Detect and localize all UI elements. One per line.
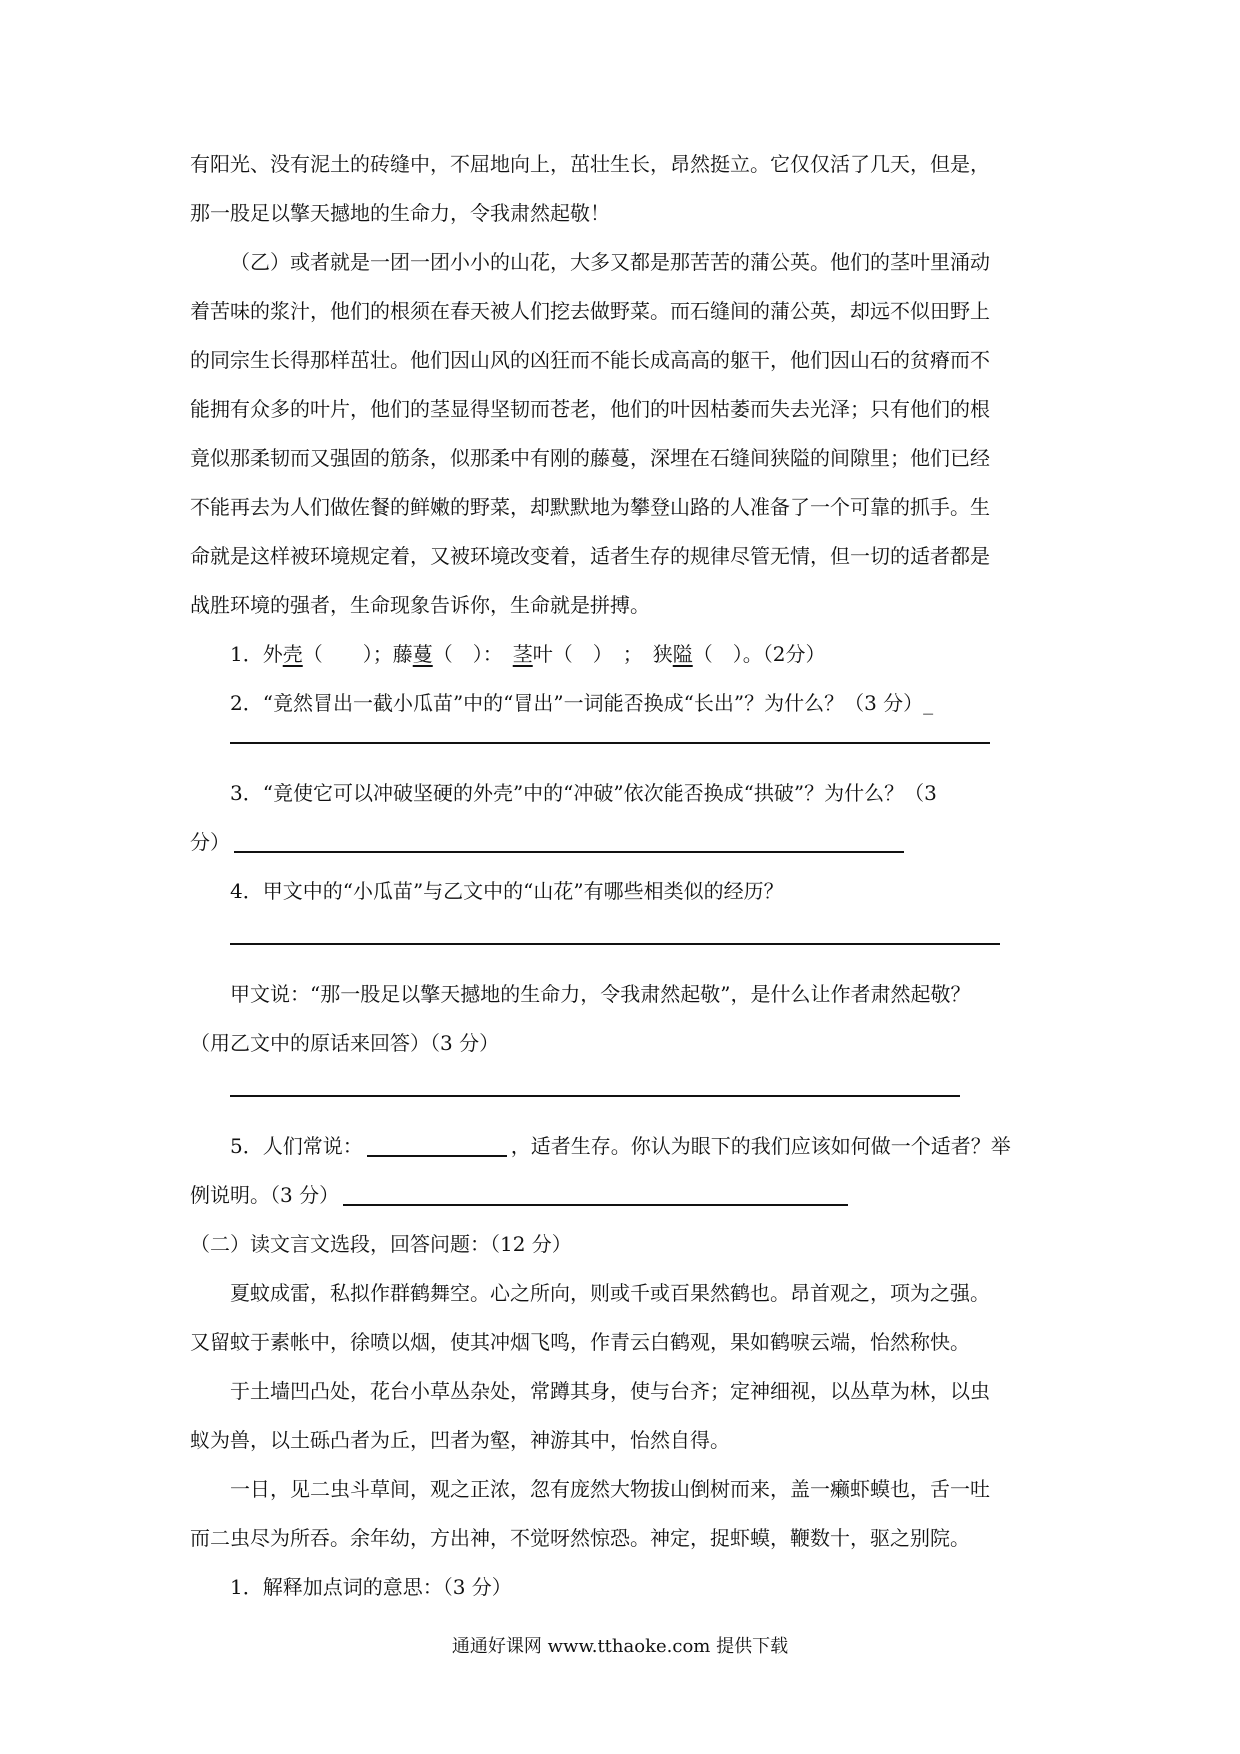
passage-yi-line: 战胜环境的强者，生命现象告诉你，生命就是拼搏。 [190, 593, 650, 617]
question-5: 5．人们常说： ，适者生存。你认为眼下的我们应该如何做一个适者？举 [230, 1134, 1011, 1158]
question-4b-cont: （用乙文中的原话来回答）（3 分） [190, 1031, 500, 1055]
question-3-cont: 分） [190, 828, 1095, 856]
answer-line[interactable] [230, 742, 990, 744]
question-1: 1．外壳（ ）；藤蔓（ ）： 茎叶（ ） ； 狭隘（ ）。（2分） [230, 642, 826, 666]
passage-yi-line: （乙）或者就是一团一团小小的山花，大多又都是那苦苦的蒲公英。他们的茎叶里涌动 [230, 250, 990, 274]
classical-line: 夏蚊成雷，私拟作群鹤舞空。心之所向，则或千或百果然鹤也。昂首观之，项为之强。 [230, 1281, 990, 1305]
section-2-title: （二）读文言文选段，回答问题：（12 分） [190, 1232, 572, 1256]
question-4: 4．甲文中的“小瓜苗”与乙文中的“山花”有哪些相类似的经历？ [230, 879, 784, 903]
passage-yi-line: 能拥有众多的叶片，他们的茎显得坚韧而苍老，他们的叶因枯萎而失去光泽；只有他们的根 [190, 397, 990, 421]
answer-line[interactable] [230, 1095, 960, 1097]
underlined-char: 隘 [672, 642, 693, 666]
classical-line: 蚁为兽，以土砾凸者为丘，凹者为壑，神游其中，怡然自得。 [190, 1428, 730, 1452]
classical-question-1: 1．解释加点词的意思：（3 分） [230, 1575, 512, 1599]
underlined-char: 蔓 [412, 642, 433, 666]
question-2: 2．“竟然冒出一截小瓜苗”中的“冒出”一词能否换成“长出”？为什么？（3 分）_ [230, 691, 934, 715]
passage-jia-line: 有阳光、没有泥土的砖缝中，不屈地向上，茁壮生长，昂然挺立。它仅仅活了几天，但是， [190, 152, 990, 176]
question-3: 3．“竟使它可以冲破坚硬的外壳”中的“冲破”依次能否换成“拱破”？为什么？（3 [230, 781, 937, 805]
passage-yi-line: 不能再去为人们做佐餐的鲜嫩的野菜，却默默地为攀登山路的人准备了一个可靠的抓手。生 [190, 495, 990, 519]
answer-line[interactable] [234, 851, 904, 853]
question-5-cont: 例说明。（3 分） [190, 1181, 1095, 1209]
classical-line: 又留蚊于素帐中，徐喷以烟，使其冲烟飞鸣，作青云白鹤观，果如鹤唳云端，怡然称快。 [190, 1330, 970, 1354]
passage-jia-line: 那一股足以擎天撼地的生命力，令我肃然起敬！ [190, 201, 610, 225]
page-footer: 通通好课网 www.tthaoke.com 提供下载 [451, 1636, 789, 1657]
passage-yi-line: 的同宗生长得那样茁壮。他们因山风的凶狂而不能长成高高的躯干，他们因山石的贫瘠而不 [190, 348, 990, 372]
classical-line: 一日，见二虫斗草间，观之正浓，忽有庞然大物拔山倒树而来，盖一癞虾蟆也，舌一吐 [230, 1477, 990, 1501]
classical-line: 而二虫尽为所吞。余年幼，方出神，不觉呀然惊恐。神定，捉虾蟆，鞭数十，驱之别院。 [190, 1526, 970, 1550]
answer-line[interactable] [343, 1204, 848, 1206]
passage-yi-line: 竟似那柔韧而又强固的筋条，似那柔中有刚的藤蔓，深埋在石缝间狭隘的间隙里；他们已经 [190, 446, 990, 470]
passage-yi-line: 着苦味的浆汁，他们的根须在春天被人们挖去做野菜。而石缝间的蒲公英，却远不似田野上 [190, 299, 990, 323]
underlined-char: 壳 [282, 642, 303, 666]
passage-yi-line: 命就是这样被环境规定着，又被环境改变着，适者生存的规律尽管无情，但一切的适者都是 [190, 544, 990, 568]
underlined-char: 茎 [512, 642, 533, 666]
question-4b: 甲文说：“那一股足以擎天撼地的生命力，令我肃然起敬”，是什么让作者肃然起敬？ [230, 982, 971, 1006]
answer-line[interactable] [230, 943, 1000, 945]
classical-line: 于土墙凹凸处，花台小草丛杂处，常蹲其身，使与台齐；定神细视，以丛草为林，以虫 [230, 1379, 990, 1403]
fill-blank[interactable] [367, 1155, 507, 1157]
